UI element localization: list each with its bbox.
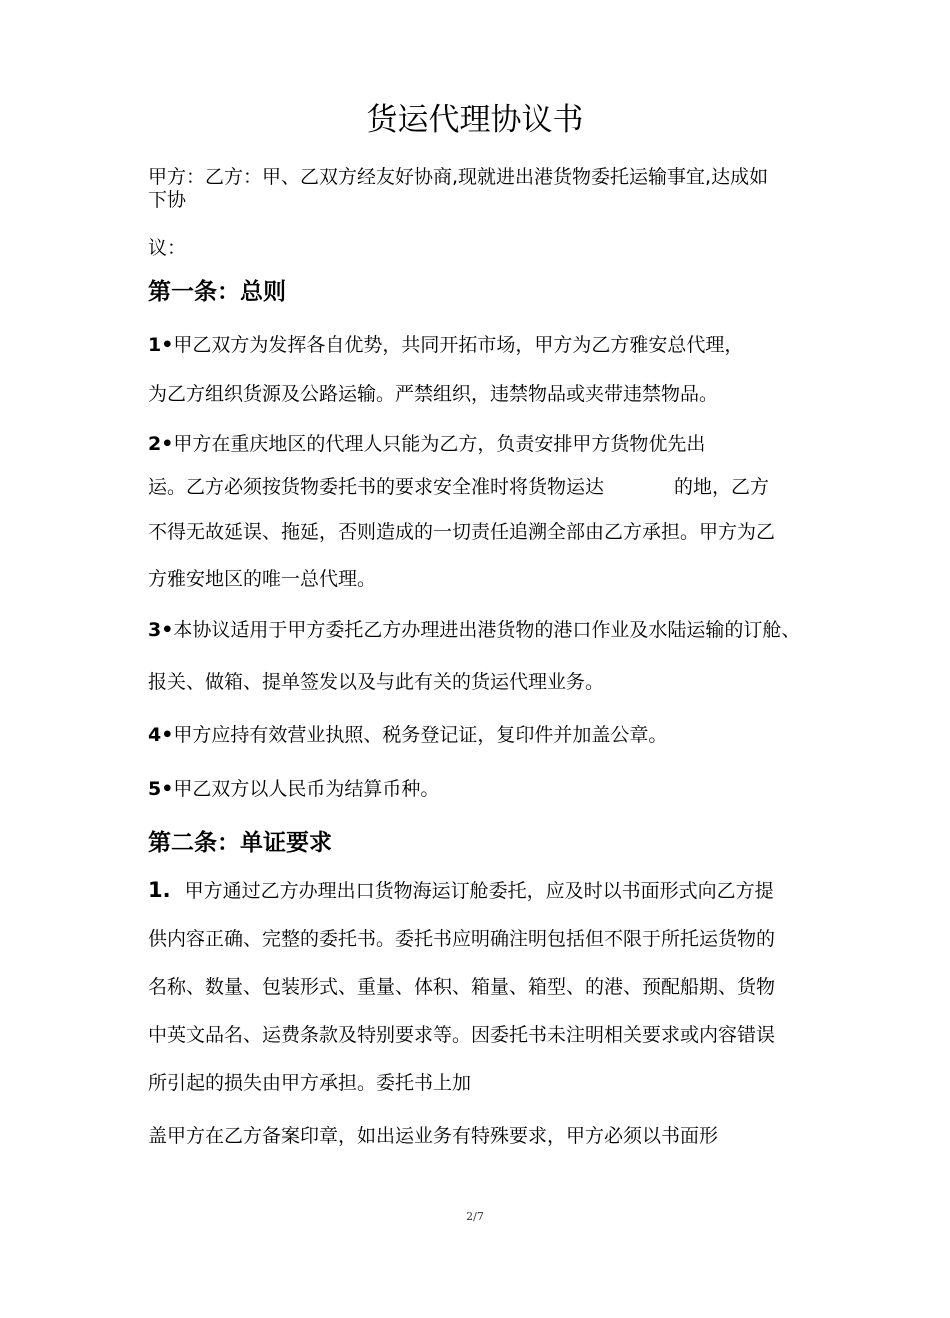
item-number: 5• <box>148 778 174 800</box>
item-text-b: 的地，乙方 <box>674 476 770 498</box>
item-number: 1• <box>148 334 174 356</box>
item-text-a: 运。乙方必须按货物委托书的要求安全准时将货物运达 <box>148 476 605 498</box>
section-1-heading: 第一条：总则 <box>148 279 286 305</box>
s1-item2-line3: 不得无故延误、拖延，否则造成的一切责任追溯全部由乙方承担。甲方为乙 <box>148 521 776 543</box>
s2-item1-line2: 供内容正确、完整的委托书。委托书应明确注明包括但不限于所托运货物的 <box>148 928 776 950</box>
item-text: 甲方在重庆地区的代理人只能为乙方，负责安排甲方货物优先出 <box>173 433 706 455</box>
s2-item1-line5: 所引起的损失由甲方承担。委托书上加 <box>148 1072 472 1094</box>
s2-item1-line1 <box>148 878 774 903</box>
s1-item4-line1 <box>148 723 667 747</box>
section-2-heading: 第二条：单证要求 <box>148 830 332 856</box>
s1-item2-line1 <box>148 432 705 456</box>
s1-item5-line1 <box>148 777 439 801</box>
intro-line-3: 议： <box>148 237 187 259</box>
s2-item1-line4: 中英文品名、运费条款及特别要求等。因委托书未注明相关要求或内容错误 <box>148 1024 776 1046</box>
s2-item1-line6: 盖甲方在乙方备案印章，如出运业务有特殊要求，甲方必须以书面形 <box>148 1125 719 1147</box>
page-number: 2/7 <box>466 1210 484 1223</box>
intro-line-1: 甲方：乙方：甲、乙双方经友好协商,现就进出港货物委托运输事宜,达成如 <box>148 166 769 188</box>
s1-item1-line1 <box>148 333 743 357</box>
s1-item3-line1 <box>148 618 800 642</box>
item-text: 本协议适用于甲方委托乙方办理进出港货物的港口作业及水陆运输的订舱、 <box>173 619 801 641</box>
item-text: 甲方应持有效营业执照、税务登记证，复印件并加盖公章。 <box>173 724 668 746</box>
item-number: 4• <box>148 724 174 746</box>
s1-item3-line2: 报关、做箱、提单签发以及与此有关的货运代理业务。 <box>148 671 605 693</box>
s2-item1-line3: 名称、数量、包装形式、重量、体积、箱量、箱型、的港、预配船期、货物 <box>148 976 776 998</box>
item-text: 甲乙双方为发挥各自优势，共同开拓市场，甲方为乙方雅安总代理， <box>173 334 744 356</box>
intro-line-2: 下协 <box>148 189 187 211</box>
item-number: 2• <box>148 433 174 455</box>
document-title: 货运代理协议书 <box>366 102 584 138</box>
s1-item2-line4: 方雅安地区的唯一总代理。 <box>148 568 377 590</box>
s1-item1-line2: 为乙方组织货源及公路运输。严禁组织，违禁物品或夹带违禁物品。 <box>148 383 719 405</box>
item-number: 3• <box>148 619 174 641</box>
item-text: 甲乙双方以人民币为结算币种。 <box>173 778 440 800</box>
item-text: 甲方通过乙方办理出口货物海运订舱委托，应及时以书面形式向乙方提 <box>184 880 774 902</box>
item-number: 1. <box>148 878 171 902</box>
s1-item2-line2 <box>148 475 769 499</box>
